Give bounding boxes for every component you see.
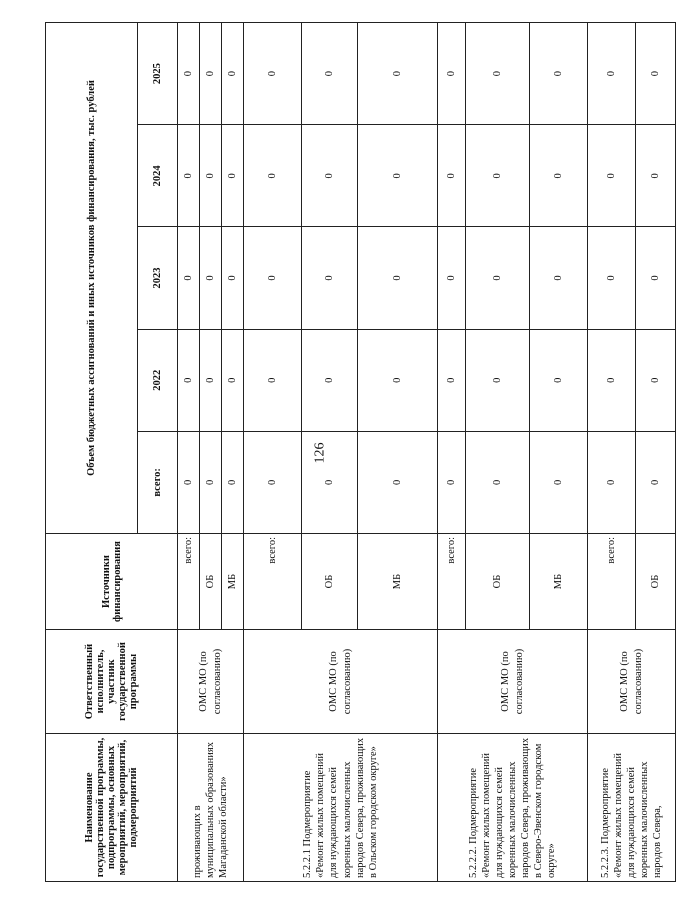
amount-cell: 0 (200, 329, 222, 431)
financing-source: ОБ (302, 534, 358, 630)
measure-name: 5.2.2.2. Подмероприятие «Ремонт жилых помещений для нуждающихся семей коренных малочисленных народов Севера, проживающих в Северо-Эвенском городском округе» (438, 734, 588, 882)
amount-cell: 0 (530, 227, 588, 329)
amount-cell: 0 (636, 125, 676, 227)
amount-cell: 0 (244, 431, 302, 533)
financing-source: ОБ (200, 534, 222, 630)
responsible-executor: ОМС МО (по согласованию) (588, 630, 676, 734)
header-name: Наименование государственной программы, подпрограммы, основных мероприятий, мероприятий, подмероприятий (46, 734, 178, 882)
financing-source: всего: (244, 534, 302, 630)
amount-cell: 0 (244, 23, 302, 125)
amount-cell: 0 (222, 227, 244, 329)
measure-name: 5.2.2.1 Подмероприятие «Ремонт жилых помещений для нуждающихся семей коренных малочисленных народов Севера, проживающих в Ольском городском округе» (244, 734, 438, 882)
amount-cell: 0 (178, 23, 200, 125)
financing-source: МБ (222, 534, 244, 630)
amount-cell: 0 (200, 125, 222, 227)
amount-cell: 0 (466, 23, 530, 125)
amount-cell: 0 (636, 329, 676, 431)
amount-cell: 0 (244, 329, 302, 431)
amount-cell: 0 (438, 227, 466, 329)
header-year-total: всего: (138, 431, 178, 533)
amount-cell: 0 (358, 227, 438, 329)
amount-cell: 0 (200, 431, 222, 533)
table-row (438, 23, 466, 882)
table-row (244, 23, 302, 882)
amount-cell: 0 (636, 227, 676, 329)
amount-cell: 0 (530, 431, 588, 533)
amount-cell: 0 (358, 23, 438, 125)
financing-source: ОБ (636, 534, 676, 630)
header-year-2025: 2025 (138, 23, 178, 125)
financing-source: всего: (588, 534, 636, 630)
financing-source: МБ (358, 534, 438, 630)
amount-cell: 0 (244, 227, 302, 329)
table-row (178, 23, 200, 882)
financing-source: МБ (530, 534, 588, 630)
header-sources: Источники финансирования (46, 534, 178, 630)
amount-cell: 0 (358, 431, 438, 533)
amount-cell: 0 (302, 431, 358, 533)
amount-cell: 0 (200, 23, 222, 125)
measure-name: проживающих в муниципальных образованиях Магаданской области» (178, 734, 244, 882)
amount-cell: 0 (178, 431, 200, 533)
amount-cell: 0 (438, 329, 466, 431)
amount-cell: 0 (222, 431, 244, 533)
amount-cell: 0 (438, 23, 466, 125)
amount-cell: 0 (200, 227, 222, 329)
responsible-executor: ОМС МО (по согласованию) (178, 630, 244, 734)
amount-cell: 0 (466, 227, 530, 329)
amount-cell: 0 (466, 125, 530, 227)
amount-cell: 0 (178, 329, 200, 431)
responsible-executor: ОМС МО (по согласованию) (244, 630, 438, 734)
amount-cell: 0 (438, 125, 466, 227)
header-volume: Объем бюджетных ассигнований и иных источников финансирования, тыс. рублей (46, 23, 138, 534)
amount-cell: 0 (222, 23, 244, 125)
amount-cell: 0 (358, 125, 438, 227)
financing-table-container (45, 22, 664, 882)
table-row (588, 23, 636, 882)
amount-cell: 0 (588, 227, 636, 329)
amount-cell: 0 (466, 329, 530, 431)
amount-cell: 0 (438, 431, 466, 533)
header-year-2023: 2023 (138, 227, 178, 329)
amount-cell: 0 (222, 329, 244, 431)
financing-table (45, 22, 676, 882)
amount-cell: 0 (530, 329, 588, 431)
measure-name: 5.2.2.3. Подмероприятие «Ремонт жилых помещений для нуждающихся семей коренных малочисленных народов Севера, (588, 734, 676, 882)
amount-cell: 0 (178, 227, 200, 329)
amount-cell: 0 (530, 23, 588, 125)
header-year-2022: 2022 (138, 329, 178, 431)
responsible-executor: ОМС МО (по согласованию) (438, 630, 588, 734)
amount-cell: 0 (244, 125, 302, 227)
amount-cell: 0 (178, 125, 200, 227)
amount-cell: 0 (530, 125, 588, 227)
amount-cell: 0 (302, 23, 358, 125)
amount-cell: 0 (302, 125, 358, 227)
amount-cell: 0 (302, 329, 358, 431)
amount-cell: 0 (588, 329, 636, 431)
amount-cell: 0 (588, 125, 636, 227)
amount-cell: 0 (636, 431, 676, 533)
page-number: 126 (312, 442, 328, 464)
amount-cell: 0 (222, 125, 244, 227)
financing-source: всего: (178, 534, 200, 630)
amount-cell: 0 (302, 227, 358, 329)
amount-cell: 0 (466, 431, 530, 533)
amount-cell: 0 (588, 23, 636, 125)
amount-cell: 0 (358, 329, 438, 431)
financing-source: ОБ (466, 534, 530, 630)
amount-cell: 0 (588, 431, 636, 533)
financing-source: всего: (438, 534, 466, 630)
header-year-2024: 2024 (138, 125, 178, 227)
amount-cell: 0 (636, 23, 676, 125)
table-body (178, 23, 676, 882)
header-responsible: Ответственный исполнитель, участник государственной программы (46, 630, 178, 734)
